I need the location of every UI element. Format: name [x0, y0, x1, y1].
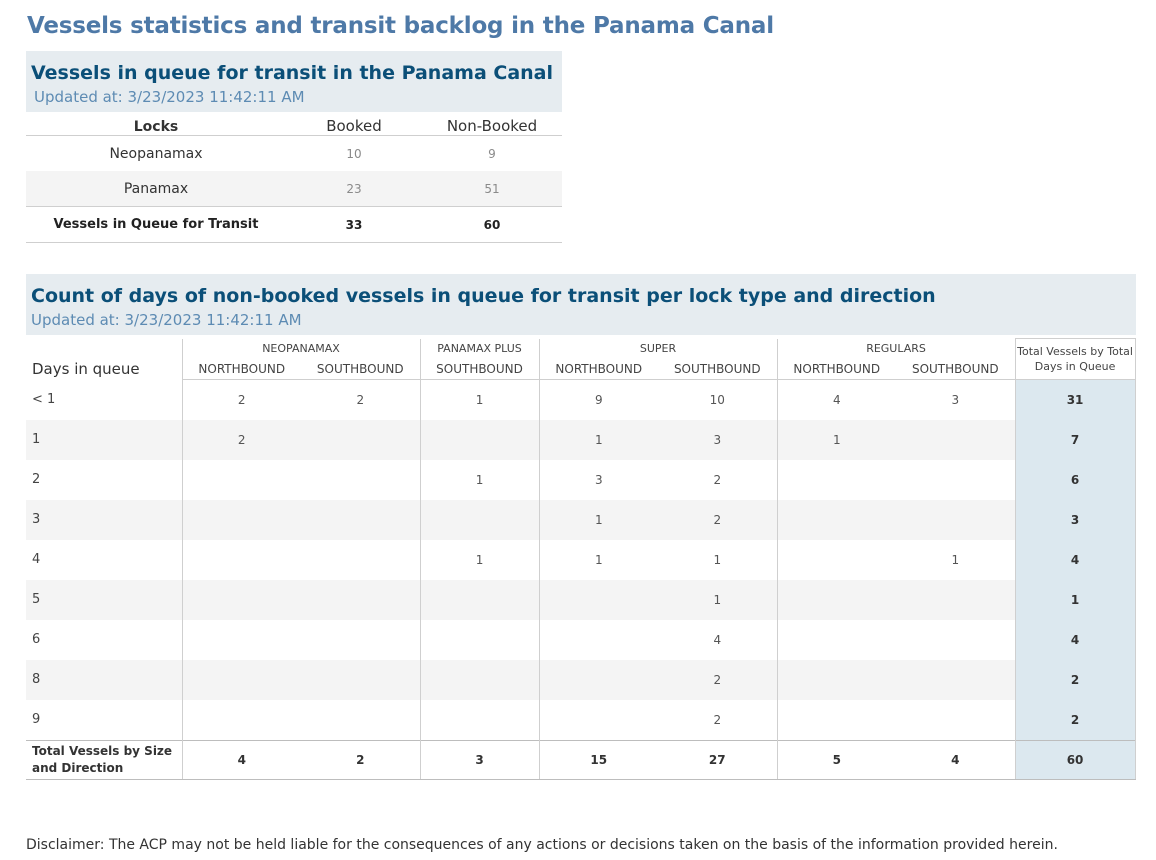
- days-label: 8: [26, 660, 182, 700]
- count-cell: [301, 620, 420, 660]
- row-total-cell: 4: [1015, 620, 1135, 660]
- total-cell: 3: [420, 740, 539, 779]
- days-row: [26, 500, 1135, 540]
- count-cell: [539, 660, 658, 700]
- count-cell: [301, 420, 420, 460]
- count-cell: [539, 700, 658, 741]
- summary-total-row: [26, 207, 562, 243]
- booked-value: 10: [346, 146, 362, 161]
- count-cell: [777, 700, 896, 741]
- days-label: 1: [26, 420, 182, 460]
- count-cell: [301, 580, 420, 620]
- days-label: 4: [32, 552, 41, 567]
- count-cell: 4: [713, 632, 722, 647]
- totals-row: [26, 740, 1135, 779]
- row-total-cell: 6: [1015, 460, 1135, 500]
- days-in-queue-table: [26, 338, 1136, 780]
- days-label: 5: [26, 580, 182, 620]
- summary-updated-timestamp: Updated at: 3/23/2023 11:42:11 AM: [34, 88, 305, 106]
- count-cell: [420, 660, 539, 700]
- group-header-panamax-plus: PANAMAX PLUS: [420, 339, 539, 359]
- days-row: [26, 660, 1135, 700]
- count-cell: [777, 460, 896, 500]
- days-row: [26, 540, 1135, 580]
- direction-header: NORTHBOUND: [539, 359, 658, 380]
- disclaimer: Disclaimer: The ACP may not be held liable for the consequences of any actions or decisions taken on the basis of the information provided herein.: [26, 837, 1058, 853]
- count-cell: [539, 580, 658, 620]
- count-cell: [896, 580, 1015, 620]
- summary-header: [26, 51, 562, 112]
- days-title: Count of days of non-booked vessels in queue for transit per lock type and direction: [31, 285, 936, 307]
- count-cell: 1: [420, 379, 539, 420]
- row-total-cell: 2: [1015, 660, 1135, 700]
- count-cell: [301, 540, 420, 580]
- count-cell: [777, 620, 896, 660]
- count-cell: 2: [713, 472, 722, 487]
- count-cell: [420, 700, 539, 741]
- row-total-cell: 3: [1015, 500, 1135, 540]
- count-cell: [182, 580, 301, 620]
- count-cell: [182, 700, 301, 741]
- non-booked-value: 9: [488, 146, 496, 161]
- total-cell: 5: [777, 740, 896, 779]
- row-total-cell: 1: [1015, 580, 1135, 620]
- count-cell: 3: [539, 460, 658, 500]
- days-row: [26, 580, 1135, 620]
- count-cell: [182, 500, 301, 540]
- total-cell: 27: [658, 740, 777, 779]
- summary-row: [26, 136, 562, 172]
- count-cell: [777, 660, 896, 700]
- count-cell: [420, 500, 539, 540]
- direction-header: SOUTHBOUND: [420, 359, 539, 380]
- lock-label: Panamax: [26, 171, 286, 207]
- count-cell: 1: [713, 552, 722, 567]
- row-total-cell: 4: [1015, 540, 1135, 580]
- count-cell: 1: [420, 540, 539, 580]
- count-cell: [420, 620, 539, 660]
- direction-header: NORTHBOUND: [777, 359, 896, 380]
- count-cell: [896, 420, 1015, 460]
- count-cell: [777, 540, 896, 580]
- count-cell: [182, 460, 301, 500]
- group-header-neopanamax: NEOPANAMAX: [182, 339, 420, 359]
- count-cell: [301, 500, 420, 540]
- total-cell: 2: [301, 740, 420, 779]
- count-cell: 1: [539, 540, 658, 580]
- days-row: [26, 379, 1135, 420]
- direction-header: SOUTHBOUND: [301, 359, 420, 380]
- locks-column-header: Locks: [26, 112, 286, 136]
- row-total-cell: 31: [1015, 379, 1135, 420]
- count-cell: 1: [777, 420, 896, 460]
- count-cell: [301, 460, 420, 500]
- total-cell: 15: [539, 740, 658, 779]
- count-cell: 1: [951, 552, 960, 567]
- days-updated-timestamp: Updated at: 3/23/2023 11:42:11 AM: [31, 311, 302, 329]
- count-cell: [896, 700, 1015, 741]
- count-cell: 1: [539, 420, 658, 460]
- row-total-cell: 2: [1015, 700, 1135, 741]
- group-header-regulars: REGULARS: [777, 339, 1015, 359]
- summary-title: Vessels in queue for transit in the Panama Canal: [31, 62, 554, 84]
- count-cell: [182, 660, 301, 700]
- days-label: 9: [32, 712, 41, 727]
- days-row-header: Days in queue: [32, 360, 140, 378]
- count-cell: 9: [539, 379, 658, 420]
- count-cell: [896, 660, 1015, 700]
- non-booked-column-header: Non-Booked: [422, 112, 562, 136]
- count-cell: 1: [539, 500, 658, 540]
- summary-row: [26, 171, 562, 207]
- days-label: 6: [32, 632, 41, 647]
- total-label: Vessels in Queue for Transit: [26, 207, 286, 243]
- days-label: < 1: [32, 391, 56, 407]
- count-cell: [420, 420, 539, 460]
- count-cell: 2: [658, 500, 777, 540]
- count-cell: 1: [658, 580, 777, 620]
- count-cell: 3: [951, 392, 960, 407]
- page-title: Vessels statistics and transit backlog in the Panama Canal: [27, 13, 774, 39]
- non-booked-total: 60: [422, 207, 562, 243]
- count-cell: 4: [777, 379, 896, 420]
- totals-label: Total Vessels by Size and Direction: [26, 740, 182, 779]
- days-row: [26, 420, 1135, 460]
- count-cell: 2: [182, 379, 301, 420]
- count-cell: [182, 620, 301, 660]
- count-cell: 2: [356, 392, 365, 407]
- count-cell: [777, 580, 896, 620]
- booked-value: 23: [286, 171, 422, 207]
- row-total-cell: 7: [1015, 420, 1135, 460]
- booked-total: 33: [286, 207, 422, 243]
- count-cell: [777, 500, 896, 540]
- summary-table: [26, 112, 562, 243]
- count-cell: [301, 660, 420, 700]
- days-row: [26, 700, 1135, 741]
- non-booked-value: 51: [422, 171, 562, 207]
- lock-label: Neopanamax: [109, 145, 203, 162]
- direction-header: SOUTHBOUND: [658, 359, 777, 380]
- total-cell: 4: [896, 740, 1015, 779]
- count-cell: [896, 460, 1015, 500]
- days-row: [26, 620, 1135, 660]
- count-cell: [896, 500, 1015, 540]
- count-cell: 3: [658, 420, 777, 460]
- count-cell: 2: [713, 712, 722, 727]
- count-cell: [182, 540, 301, 580]
- days-label: 2: [32, 472, 41, 487]
- count-cell: [539, 620, 658, 660]
- total-cell: 4: [182, 740, 301, 779]
- count-cell: 10: [709, 392, 725, 407]
- count-cell: [301, 700, 420, 741]
- booked-column-header: Booked: [286, 112, 422, 136]
- direction-header: NORTHBOUND: [182, 359, 301, 380]
- count-cell: 2: [182, 420, 301, 460]
- total-by-days-header: Total Vessels by Total Days in Queue: [1015, 339, 1135, 380]
- direction-header: SOUTHBOUND: [896, 359, 1015, 380]
- group-header-super: SUPER: [539, 339, 777, 359]
- count-cell: 1: [420, 460, 539, 500]
- days-header: [26, 274, 1136, 335]
- count-cell: [420, 580, 539, 620]
- count-cell: [896, 620, 1015, 660]
- grand-total-cell: 60: [1015, 740, 1135, 779]
- days-label: 3: [26, 500, 182, 540]
- days-row: [26, 460, 1135, 500]
- count-cell: 2: [658, 660, 777, 700]
